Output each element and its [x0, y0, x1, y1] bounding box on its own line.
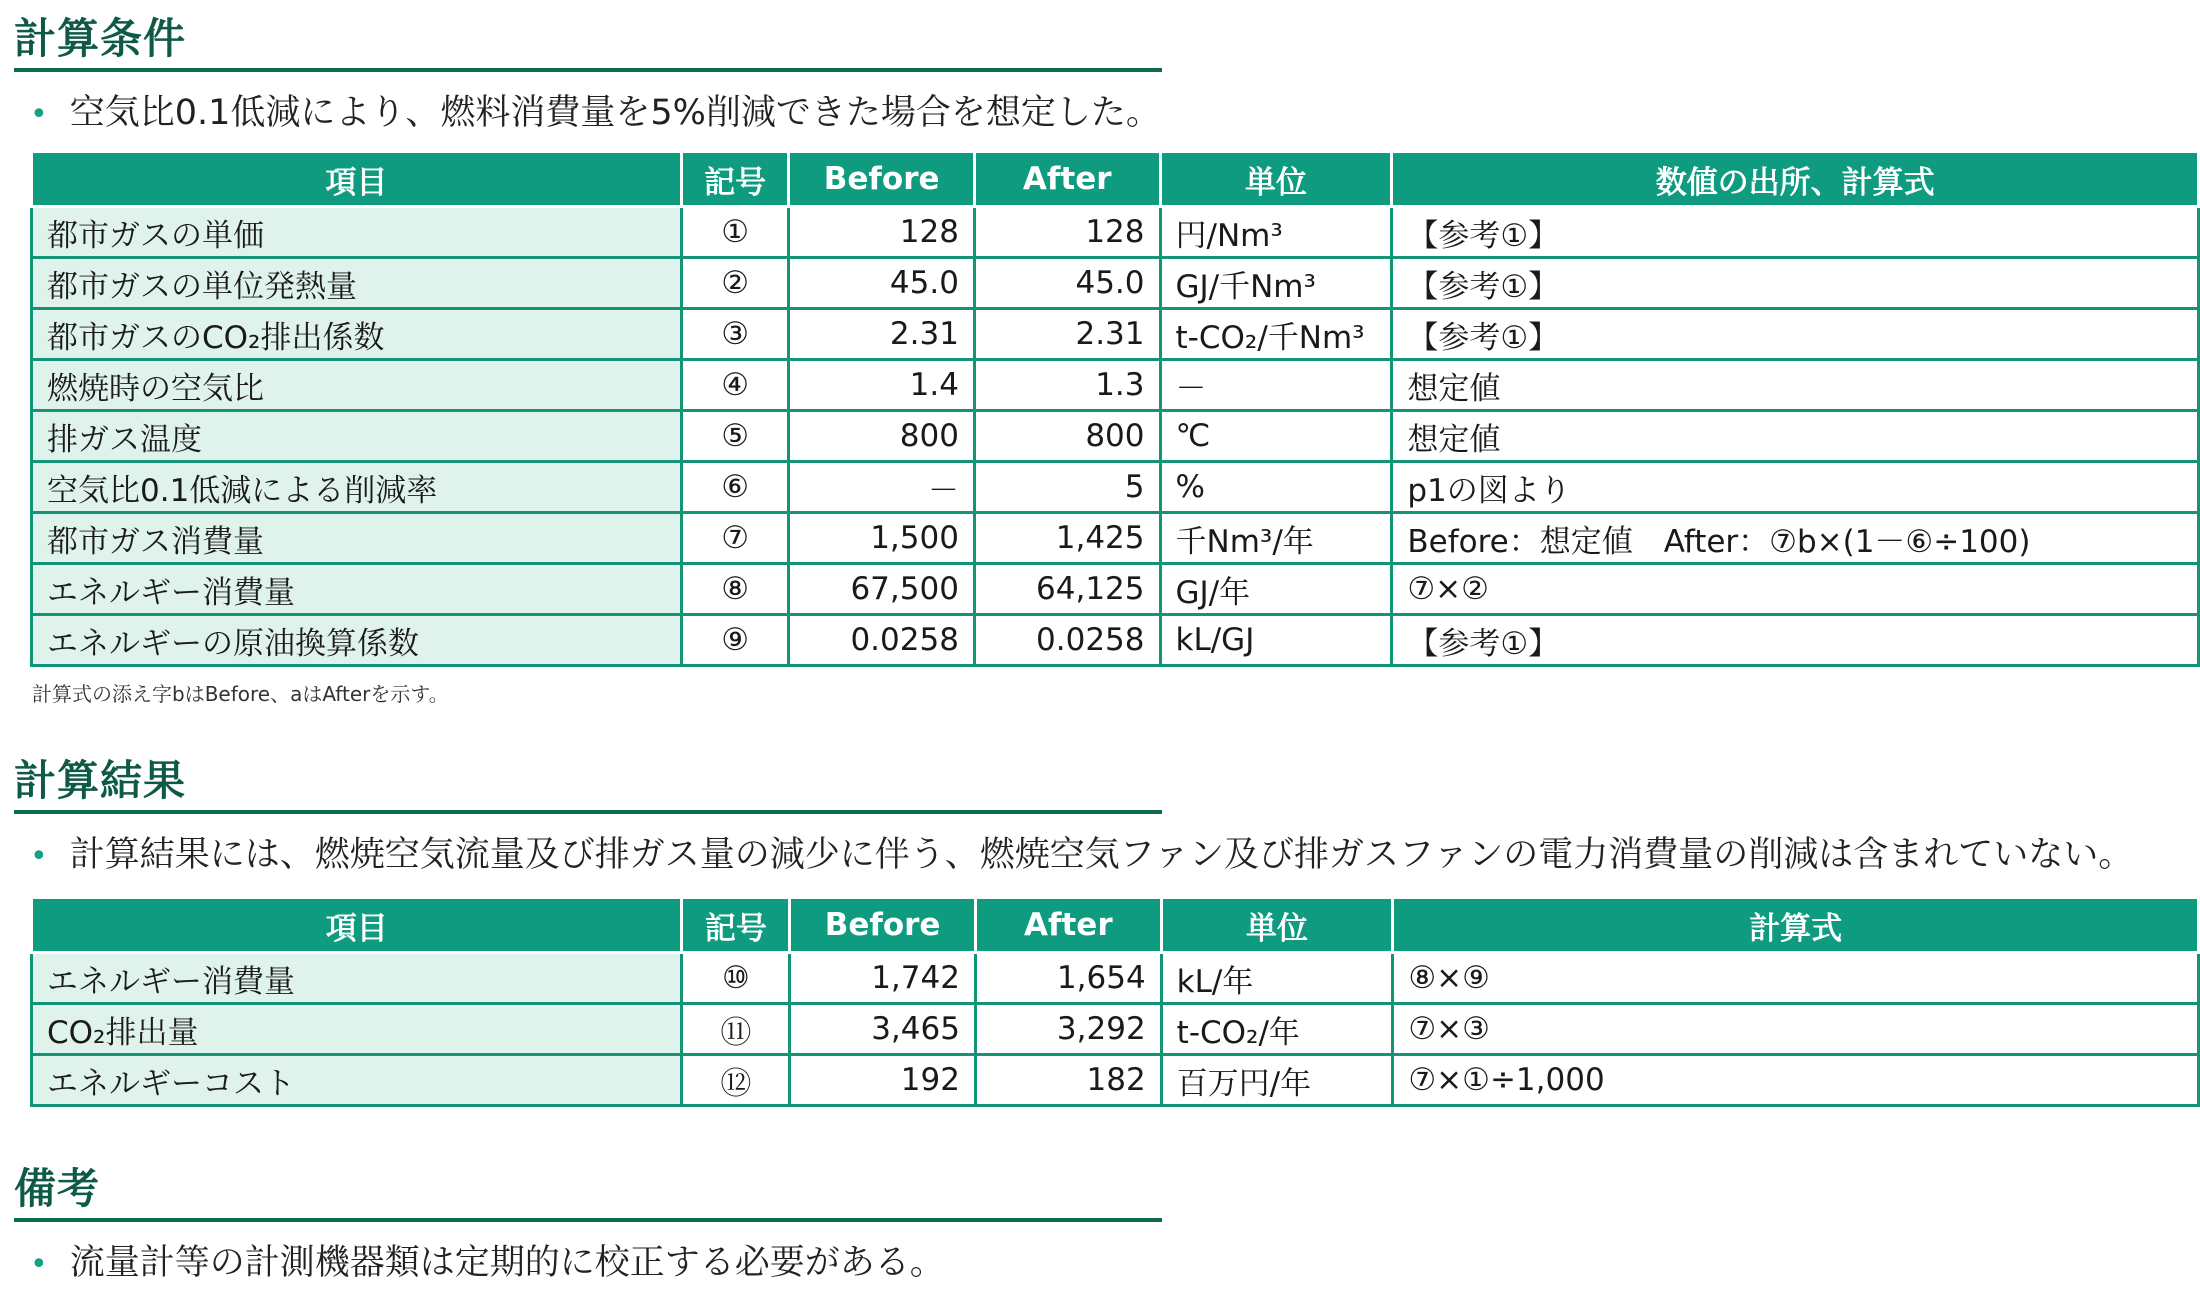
cell-symbol: ⑤: [681, 411, 789, 462]
table-row: [32, 411, 2199, 462]
cell-symbol: ⑧: [681, 564, 789, 615]
cell-symbol: ⑪: [682, 1004, 790, 1055]
remarks-bullet: [30, 1238, 945, 1290]
cell-source: 【参考①】: [1392, 258, 2199, 309]
cell-source: 【参考①】: [1392, 309, 2199, 360]
cell-source: 想定値: [1392, 411, 2199, 462]
cell-before: 192: [790, 1055, 976, 1106]
col-header-item: 項目: [32, 898, 682, 953]
col-header-formula: 計算式: [1393, 898, 2199, 953]
remarks-bullet-text: 流量計等の計測機器類は定期的に校正する必要がある。: [69, 1243, 945, 1283]
cell-symbol: ⑩: [682, 953, 790, 1004]
conditions-heading: 計算条件: [14, 10, 1162, 72]
col-header-unit: 単位: [1161, 898, 1393, 953]
table-row: [32, 953, 2199, 1004]
cell-symbol: ⑨: [681, 615, 789, 666]
results-heading: 計算結果: [14, 752, 1162, 814]
table-row: [32, 207, 2199, 258]
cell-unit: t-CO₂/年: [1161, 1004, 1393, 1055]
cell-before: 3,465: [790, 1004, 976, 1055]
col-header-after: After: [975, 898, 1161, 953]
cell-source: ⑦×②: [1392, 564, 2199, 615]
cell-item: 都市ガスの単価: [32, 207, 682, 258]
cell-after: 1.3: [974, 360, 1160, 411]
cell-after: 2.31: [974, 309, 1160, 360]
cell-item: 排ガス温度: [32, 411, 682, 462]
cell-before: 2.31: [789, 309, 975, 360]
cell-source: 想定値: [1392, 360, 2199, 411]
cell-source: p1の図より: [1392, 462, 2199, 513]
conditions-bullet: [30, 88, 1161, 140]
cell-source: ⑦×③: [1393, 1004, 2199, 1055]
col-header-symbol: 記号: [682, 898, 790, 953]
cell-after: 64,125: [974, 564, 1160, 615]
cell-before: 800: [789, 411, 975, 462]
cell-item: エネルギー消費量: [32, 953, 682, 1004]
cell-symbol: ②: [681, 258, 789, 309]
cell-after: 1,654: [975, 953, 1161, 1004]
cell-unit: 百万円/年: [1161, 1055, 1393, 1106]
cell-before: 67,500: [789, 564, 975, 615]
cell-unit: kL/GJ: [1160, 615, 1392, 666]
table-row: [32, 258, 2199, 309]
cell-after: 0.0258: [974, 615, 1160, 666]
cell-source: 【参考①】: [1392, 615, 2199, 666]
cell-before: 1,742: [790, 953, 976, 1004]
cell-item: エネルギーの原油換算係数: [32, 615, 682, 666]
table-header-row: [32, 152, 2199, 207]
cell-after: 182: [975, 1055, 1161, 1106]
table-header-row: [32, 898, 2199, 953]
bullet-dot-icon: •: [30, 839, 48, 874]
cell-unit: 千Nm³/年: [1160, 513, 1392, 564]
cell-unit: －: [1160, 360, 1392, 411]
cell-after: 128: [974, 207, 1160, 258]
bullet-dot-icon: •: [30, 1247, 48, 1282]
cell-before: 45.0: [789, 258, 975, 309]
cell-unit: kL/年: [1161, 953, 1393, 1004]
cell-item: CO₂排出量: [32, 1004, 682, 1055]
table-row: [32, 1055, 2199, 1106]
col-header-symbol: 記号: [681, 152, 789, 207]
cell-source: 【参考①】: [1392, 207, 2199, 258]
cell-source: ⑧×⑨: [1393, 953, 2199, 1004]
cell-before: －: [789, 462, 975, 513]
results-table: [30, 896, 2200, 1107]
cell-item: 都市ガスのCO₂排出係数: [32, 309, 682, 360]
conditions-note: 計算式の添え字bはBefore、aはAfterを示す。: [32, 682, 449, 706]
table-row: [32, 360, 2199, 411]
col-header-after: After: [974, 152, 1160, 207]
cell-before: 1,500: [789, 513, 975, 564]
cell-source: ⑦×①÷1,000: [1393, 1055, 2199, 1106]
cell-symbol: ④: [681, 360, 789, 411]
table-row: [32, 615, 2199, 666]
cell-item: エネルギーコスト: [32, 1055, 682, 1106]
cell-unit: GJ/千Nm³: [1160, 258, 1392, 309]
cell-unit: %: [1160, 462, 1392, 513]
cell-unit: GJ/年: [1160, 564, 1392, 615]
cell-after: 800: [974, 411, 1160, 462]
conditions-table: [30, 150, 2200, 667]
table-row: [32, 564, 2199, 615]
bullet-dot-icon: •: [30, 97, 48, 132]
cell-unit: 円/Nm³: [1160, 207, 1392, 258]
cell-before: 0.0258: [789, 615, 975, 666]
cell-symbol: ⑥: [681, 462, 789, 513]
cell-item: 空気比0.1低減による削減率: [32, 462, 682, 513]
cell-symbol: ⑫: [682, 1055, 790, 1106]
cell-after: 45.0: [974, 258, 1160, 309]
col-header-before: Before: [789, 152, 975, 207]
col-header-item: 項目: [32, 152, 682, 207]
cell-after: 1,425: [974, 513, 1160, 564]
cell-item: 燃焼時の空気比: [32, 360, 682, 411]
table-row: [32, 462, 2199, 513]
cell-after: 3,292: [975, 1004, 1161, 1055]
cell-symbol: ⑦: [681, 513, 789, 564]
cell-before: 1.4: [789, 360, 975, 411]
remarks-heading: 備考: [14, 1160, 1162, 1222]
cell-source: Before：想定値 After：⑦b×(1－⑥÷100): [1392, 513, 2199, 564]
cell-symbol: ③: [681, 309, 789, 360]
col-header-source: 数値の出所、計算式: [1392, 152, 2199, 207]
cell-unit: ℃: [1160, 411, 1392, 462]
cell-symbol: ①: [681, 207, 789, 258]
cell-unit: t-CO₂/千Nm³: [1160, 309, 1392, 360]
table-row: [32, 1004, 2199, 1055]
cell-before: 128: [789, 207, 975, 258]
results-bullet: [30, 830, 2133, 882]
cell-item: エネルギー消費量: [32, 564, 682, 615]
col-header-unit: 単位: [1160, 152, 1392, 207]
cell-after: 5: [974, 462, 1160, 513]
results-bullet-text: 計算結果には、燃焼空気流量及び排ガス量の減少に伴う、燃焼空気ファン及び排ガスファンの電力消費量の削減は含まれていない。: [69, 835, 2134, 875]
cell-item: 都市ガス消費量: [32, 513, 682, 564]
conditions-bullet-text: 空気比0.1低減により、燃料消費量を5%削減できた場合を想定した。: [69, 93, 1161, 133]
table-row: [32, 513, 2199, 564]
col-header-before: Before: [790, 898, 976, 953]
cell-item: 都市ガスの単位発熱量: [32, 258, 682, 309]
table-row: [32, 309, 2199, 360]
